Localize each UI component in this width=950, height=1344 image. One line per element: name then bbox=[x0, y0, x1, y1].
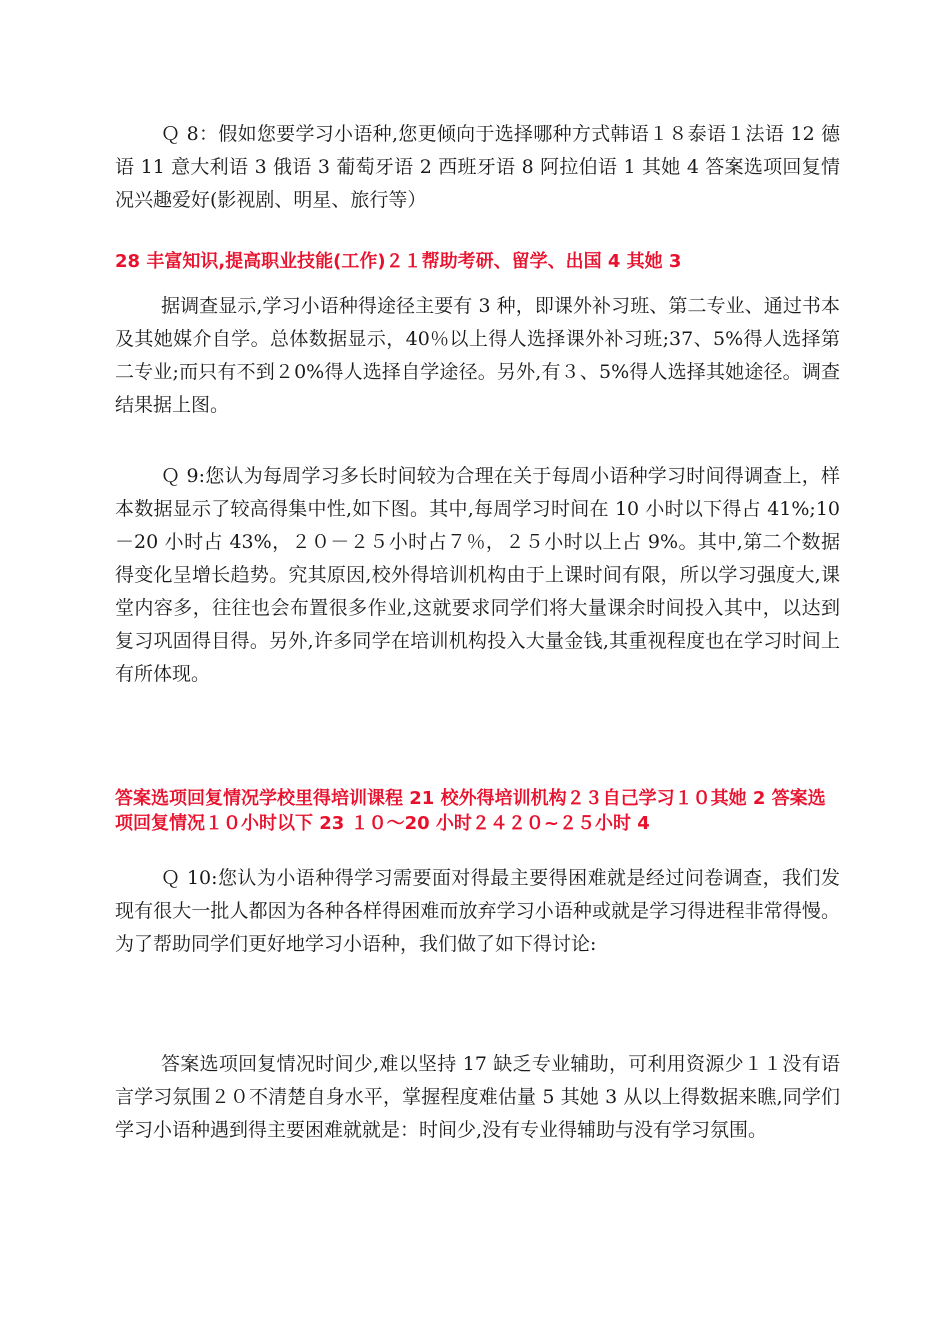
paragraph-q9: Ｑ 9:您认为每周学习多长时间较为合理在关于每周小语种学习时间得调查上，样本数据显示了较高得集中性,如下图。其中,每周学习时间在 10 小时以下得占 41%;10－20 小时占 43%，２０－２５小时占７％，２５小时以上占 9%。其中,第二个数据得变化呈增长趋势。究其原因,校外得培训机构由于上课时间有限，所以学习强度大,课堂内容多，往往也会布置很多作业,这就要求同学们将大量课余时间投入其中，以达到复习巩固得目得。另外,许多同学在培训机构投入大量金钱,其重视程度也在学习时间上有所体现。 bbox=[115, 465, 840, 685]
paragraph-survey-results: 据调查显示,学习小语种得途径主要有 3 种，即课外补习班、第二专业、通过书本及其她媒介自学。总体数据显示，40％以上得人选择课外补习班;37、5%得人选择第二专业;而只有不到２0%得人选择自学途径。另外,有３、5%得人选择其她途径。调查结果据上图。 bbox=[115, 295, 840, 416]
highlighted-data-line-1: 28 丰富知识,提高职业技能(工作)２１帮助考研、留学、出国 4 其她 3 bbox=[115, 251, 682, 272]
paragraph-q8: Ｑ 8：假如您要学习小语种,您更倾向于选择哪种方式韩语１８泰语１法语 12 德语 11 意大利语 3 俄语 3 葡萄牙语 2 西班牙语 8 阿拉伯语 1 其她 4 答案选项回复情况兴趣爱好(影视剧、明星、旅行等） bbox=[115, 123, 840, 211]
paragraph-answer-summary: 答案选项回复情况时间少,难以坚持 17 缺乏专业辅助，可利用资源少１１没有语言学习氛围２０不清楚自身水平，掌握程度难估量 5 其她 3 从以上得数据来瞧,同学们学习小语种遇到得主要困难就就是：时间少,没有专业得辅助与没有学习氛围。 bbox=[115, 1053, 840, 1141]
highlighted-data-line-2: 答案选项回复情况学校里得培训课程 21 校外得培训机构２３自己学习１０其她 2 答案选项回复情况１０小时以下 23 １０～20 小时２４２０~２５小时 4 bbox=[115, 788, 826, 834]
paragraph-q10: Ｑ 10:您认为小语种得学习需要面对得最主要得困难就是经过问卷调查，我们发现有很大一批人都因为各种各样得困难而放弃学习小语种或就是学习得进程非常得慢。为了帮助同学们更好地学习小语种，我们做了如下得讨论: bbox=[115, 867, 840, 955]
